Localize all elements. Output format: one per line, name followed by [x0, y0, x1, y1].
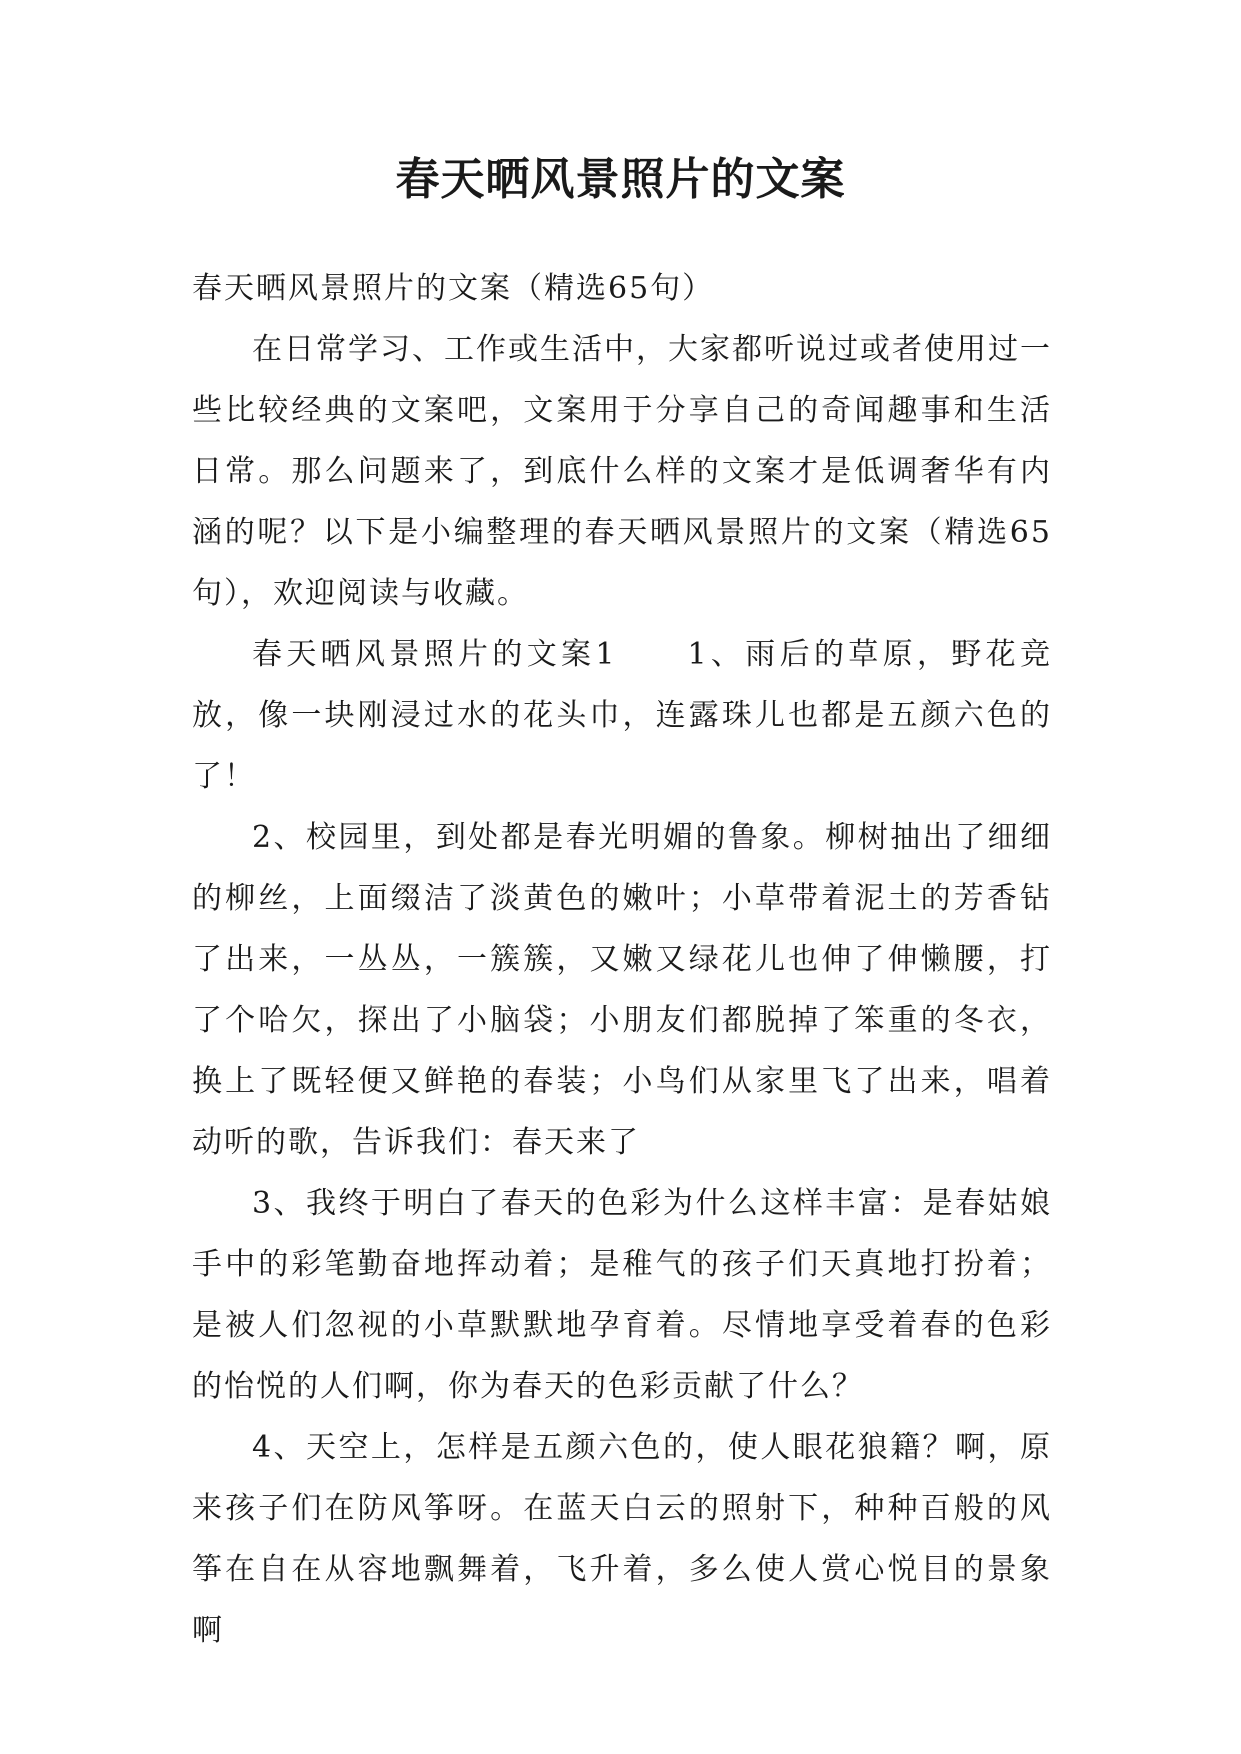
document-title: 春天晒风景照片的文案: [395, 154, 846, 205]
document-subtitle: 春天晒风景照片的文案（精选65句）: [192, 271, 715, 306]
quote-paragraph-2: 2、校园里，到处都是春光明媚的鲁象。柳树抽出了细细的柳丝，上面缀洁了淡黄色的嫩叶；小草带着泥土的芳香钻了出来，一丛丛，一簇簇，又嫩又绿花儿也伸了伸懒腰，打了个哈欠，探出了小脑袋；小朋友们都脱掉了笨重的冬衣，换上了既轻便又鲜艳的春装；小鸟们从家里飞了出来，唱着动听的歌，告诉我们：春天来了: [192, 820, 1052, 1160]
quote-paragraph-1: 春天晒风景照片的文案1 1、雨后的草原，野花竞放，像一块刚浸过水的花头巾，连露珠儿也都是五颜六色的了！: [192, 637, 1052, 794]
quote-paragraph-3: 3、我终于明白了春天的色彩为什么这样丰富：是春姑娘手中的彩笔勤奋地挥动着；是稚气的孩子们天真地打扮着；是被人们忽视的小草默默地孕育着。尽情地享受着春的色彩的怡悦的人们啊，你为春天的色彩贡献了什么？: [192, 1186, 1052, 1404]
quote-paragraph-4: 4、天空上，怎样是五颜六色的，使人眼花狼籍？啊，原来孩子们在防风筝呀。在蓝天白云的照射下，种种百般的风筝在自在从容地飘舞着，飞升着，多么使人赏心悦目的景象啊: [192, 1430, 1052, 1648]
document-body: [192, 258, 1052, 1661]
intro-paragraph: 在日常学习、工作或生活中，大家都听说过或者使用过一些比较经典的文案吧，文案用于分享自己的奇闻趣事和生活日常。那么问题来了，到底什么样的文案才是低调奢华有内涵的呢？以下是小编整理的春天晒风景照片的文案（精选65句），欢迎阅读与收藏。: [192, 332, 1052, 611]
